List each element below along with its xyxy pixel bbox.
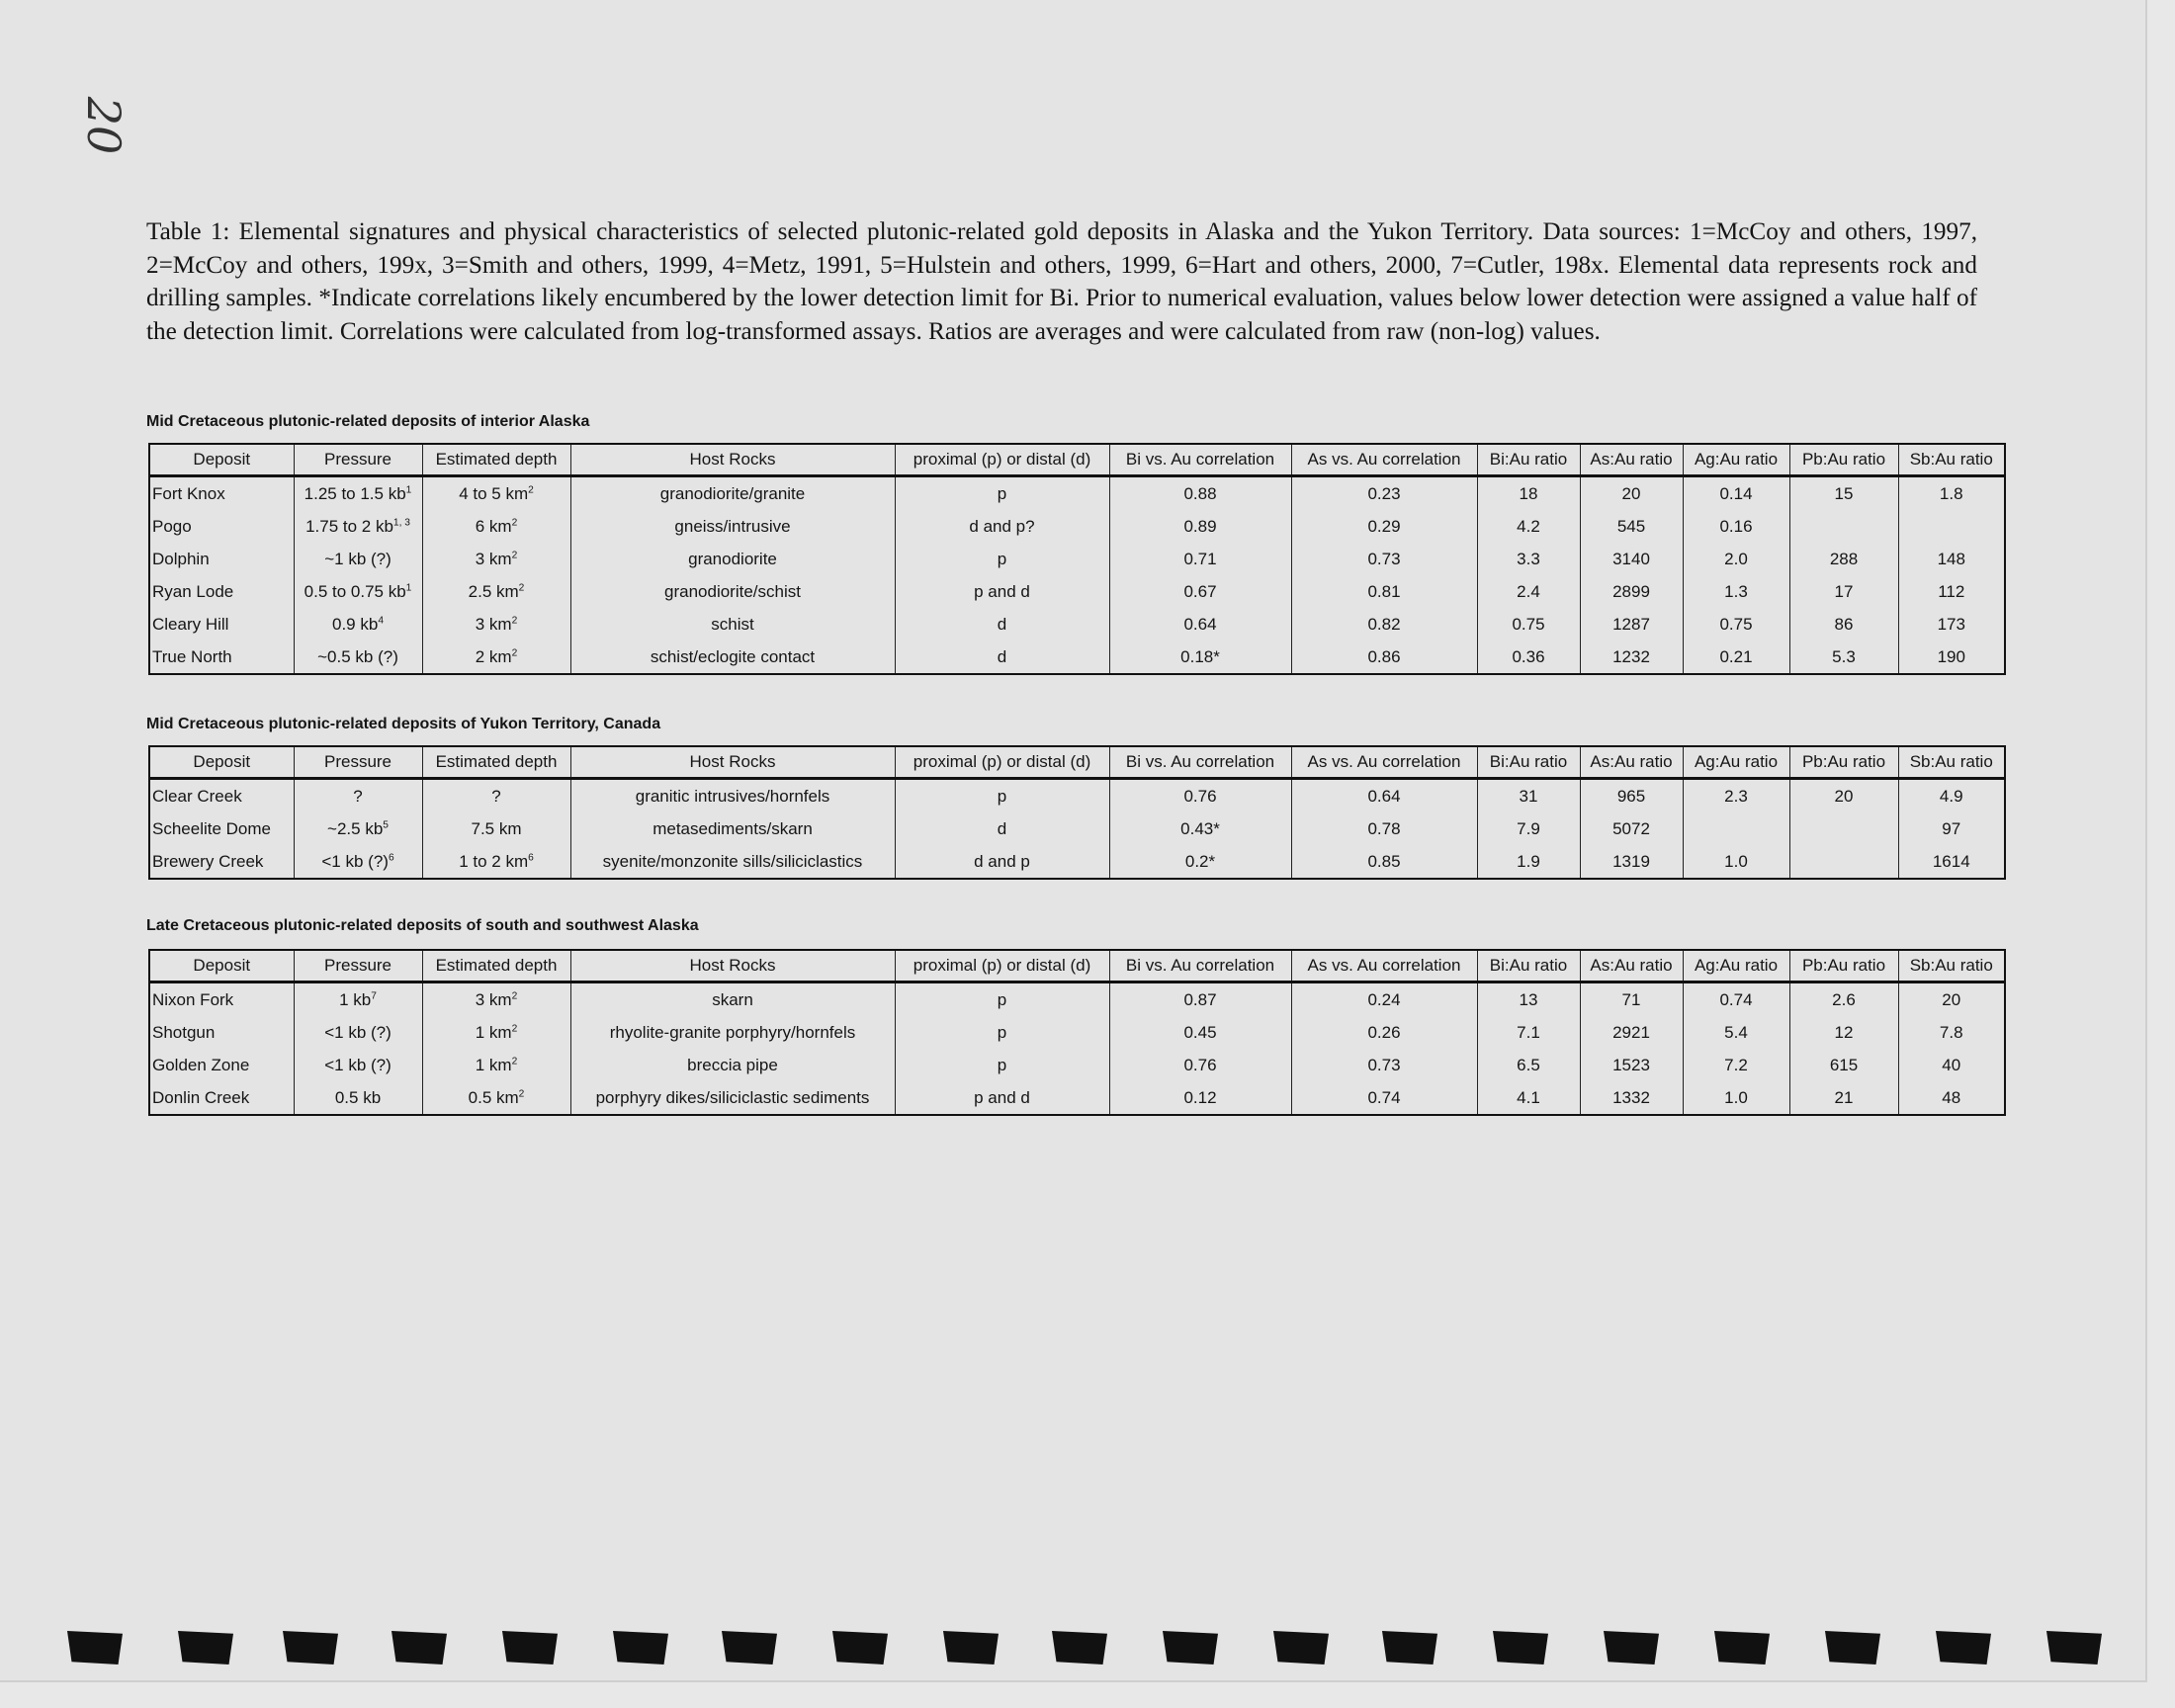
as-au-correlation-cell: 0.73 xyxy=(1291,543,1477,575)
binder-mark xyxy=(1493,1631,1548,1665)
pb-au-ratio-cell xyxy=(1789,845,1898,879)
sb-au-ratio-cell: 1.8 xyxy=(1898,476,2005,511)
pressure-cell xyxy=(294,779,422,813)
table-row xyxy=(149,1049,2005,1081)
host-rocks-cell: rhyolite-granite porphyry/hornfels xyxy=(570,1016,895,1049)
pb-au-ratio-cell xyxy=(1789,812,1898,845)
footnote-reference: 1 xyxy=(405,581,412,593)
bi-au-ratio-cell: 4.1 xyxy=(1477,1081,1580,1115)
column-header: As vs. Au correlation xyxy=(1291,444,1477,476)
cell-text: 1.25 to 1.5 kb xyxy=(304,483,406,503)
column-header: Pb:Au ratio xyxy=(1789,746,1898,779)
depth-cell xyxy=(422,476,570,511)
section-heading: Mid Cretaceous plutonic-related deposits of Yukon Territory, Canada xyxy=(146,716,661,732)
deposit-cell: Donlin Creek xyxy=(149,1081,294,1115)
depth-cell xyxy=(422,510,570,543)
footnote-reference: 2 xyxy=(511,516,518,528)
data-table xyxy=(148,443,2006,675)
table-header xyxy=(149,746,2005,779)
as-au-ratio-cell: 2899 xyxy=(1580,575,1683,608)
column-header: Host Rocks xyxy=(570,444,895,476)
as-au-correlation-cell: 0.82 xyxy=(1291,608,1477,640)
host-rocks-cell: porphyry dikes/siliciclastic sediments xyxy=(570,1081,895,1115)
table-header xyxy=(149,950,2005,982)
cell-text: 4 to 5 km xyxy=(459,483,529,503)
cell-text: 1.75 to 2 kb xyxy=(305,516,393,536)
binder-mark xyxy=(1936,1631,1991,1665)
bi-au-correlation-cell: 0.18* xyxy=(1109,640,1291,674)
pressure-cell xyxy=(294,1049,422,1081)
sb-au-ratio-cell: 97 xyxy=(1898,812,2005,845)
cell-text: 2.5 km xyxy=(468,581,519,601)
bi-au-correlation-cell: 0.64 xyxy=(1109,608,1291,640)
proximal-distal-cell: p and d xyxy=(895,575,1109,608)
pb-au-ratio-cell: 15 xyxy=(1789,476,1898,511)
column-header: Sb:Au ratio xyxy=(1898,444,2005,476)
as-au-correlation-cell: 0.81 xyxy=(1291,575,1477,608)
bi-au-ratio-cell: 7.1 xyxy=(1477,1016,1580,1049)
bi-au-correlation-cell: 0.76 xyxy=(1109,779,1291,813)
as-au-correlation-cell: 0.86 xyxy=(1291,640,1477,674)
ag-au-ratio-cell: 2.3 xyxy=(1683,779,1789,813)
table-body xyxy=(149,779,2005,880)
binder-mark xyxy=(1714,1631,1770,1665)
binder-mark xyxy=(832,1631,888,1665)
pb-au-ratio-cell: 615 xyxy=(1789,1049,1898,1081)
host-rocks-cell: granitic intrusives/hornfels xyxy=(570,779,895,813)
cell-text: 1 to 2 km xyxy=(459,851,529,871)
cell-text: 1 km xyxy=(475,1022,512,1042)
as-au-correlation-cell: 0.73 xyxy=(1291,1049,1477,1081)
deposit-cell: Cleary Hill xyxy=(149,608,294,640)
bi-au-correlation-cell: 0.71 xyxy=(1109,543,1291,575)
header-row xyxy=(149,444,2005,476)
ag-au-ratio-cell: 0.16 xyxy=(1683,510,1789,543)
as-au-correlation-cell: 0.23 xyxy=(1291,476,1477,511)
proximal-distal-cell: d and p? xyxy=(895,510,1109,543)
column-header: Estimated depth xyxy=(422,950,570,982)
ag-au-ratio-cell: 0.74 xyxy=(1683,982,1789,1017)
pb-au-ratio-cell: 288 xyxy=(1789,543,1898,575)
proximal-distal-cell: d xyxy=(895,608,1109,640)
footnote-reference: 1 xyxy=(405,483,412,495)
ag-au-ratio-cell: 0.75 xyxy=(1683,608,1789,640)
pressure-cell xyxy=(294,1081,422,1115)
section-heading: Late Cretaceous plutonic-related deposits of south and southwest Alaska xyxy=(146,917,699,934)
as-au-ratio-cell: 1319 xyxy=(1580,845,1683,879)
binder-mark xyxy=(1163,1631,1218,1665)
column-header: proximal (p) or distal (d) xyxy=(895,746,1109,779)
as-au-ratio-cell: 545 xyxy=(1580,510,1683,543)
footnote-reference: 2 xyxy=(518,581,525,593)
bi-au-correlation-cell: 0.76 xyxy=(1109,1049,1291,1081)
column-header: Bi:Au ratio xyxy=(1477,950,1580,982)
pb-au-ratio-cell: 2.6 xyxy=(1789,982,1898,1017)
column-header: As vs. Au correlation xyxy=(1291,950,1477,982)
binder-mark xyxy=(1052,1631,1107,1665)
pressure-cell xyxy=(294,982,422,1017)
footnote-reference: 1, 3 xyxy=(392,516,410,528)
header-row xyxy=(149,746,2005,779)
as-au-correlation-cell: 0.26 xyxy=(1291,1016,1477,1049)
footnote-reference: 2 xyxy=(518,1087,525,1099)
cell-text: <1 kb (?) xyxy=(324,1055,392,1074)
column-header: Pressure xyxy=(294,950,422,982)
pb-au-ratio-cell: 5.3 xyxy=(1789,640,1898,674)
table-body xyxy=(149,982,2005,1116)
table-row xyxy=(149,982,2005,1017)
cell-text: ~1 kb (?) xyxy=(324,549,392,568)
deposit-cell: Brewery Creek xyxy=(149,845,294,879)
cell-text: ~2.5 kb xyxy=(327,818,384,838)
host-rocks-cell: granodiorite xyxy=(570,543,895,575)
bi-au-ratio-cell: 0.75 xyxy=(1477,608,1580,640)
table-row xyxy=(149,779,2005,813)
ag-au-ratio-cell: 2.0 xyxy=(1683,543,1789,575)
pressure-cell xyxy=(294,1016,422,1049)
sb-au-ratio-cell: 112 xyxy=(1898,575,2005,608)
as-au-correlation-cell: 0.78 xyxy=(1291,812,1477,845)
depth-cell xyxy=(422,575,570,608)
depth-cell xyxy=(422,608,570,640)
pb-au-ratio-cell: 12 xyxy=(1789,1016,1898,1049)
depth-cell xyxy=(422,640,570,674)
cell-text: 0.9 kb xyxy=(332,614,379,634)
proximal-distal-cell: p xyxy=(895,982,1109,1017)
proximal-distal-cell: p xyxy=(895,779,1109,813)
proximal-distal-cell: p xyxy=(895,1016,1109,1049)
bi-au-correlation-cell: 0.45 xyxy=(1109,1016,1291,1049)
pressure-cell xyxy=(294,640,422,674)
ag-au-ratio-cell: 0.14 xyxy=(1683,476,1789,511)
column-header: Bi:Au ratio xyxy=(1477,746,1580,779)
pb-au-ratio-cell xyxy=(1789,510,1898,543)
sb-au-ratio-cell: 4.9 xyxy=(1898,779,2005,813)
footnote-reference: 2 xyxy=(511,646,518,658)
footnote-reference: 2 xyxy=(511,1022,518,1034)
as-au-ratio-cell: 1332 xyxy=(1580,1081,1683,1115)
as-au-correlation-cell: 0.74 xyxy=(1291,1081,1477,1115)
as-au-correlation-cell: 0.29 xyxy=(1291,510,1477,543)
binder-mark xyxy=(722,1631,777,1665)
bi-au-ratio-cell: 1.9 xyxy=(1477,845,1580,879)
sb-au-ratio-cell: 173 xyxy=(1898,608,2005,640)
bi-au-ratio-cell: 13 xyxy=(1477,982,1580,1017)
binder-mark xyxy=(67,1631,123,1665)
pressure-cell xyxy=(294,845,422,879)
binder-mark xyxy=(1382,1631,1437,1665)
cell-text: 0.5 to 0.75 kb xyxy=(304,581,406,601)
sb-au-ratio-cell: 7.8 xyxy=(1898,1016,2005,1049)
table-header xyxy=(149,444,2005,476)
header-row xyxy=(149,950,2005,982)
host-rocks-cell: granodiorite/schist xyxy=(570,575,895,608)
column-header: Ag:Au ratio xyxy=(1683,444,1789,476)
as-au-ratio-cell: 5072 xyxy=(1580,812,1683,845)
footnote-reference: 4 xyxy=(378,614,384,626)
cell-text: ~0.5 kb (?) xyxy=(317,646,398,666)
pressure-cell xyxy=(294,608,422,640)
table-row xyxy=(149,1081,2005,1115)
deposit-cell: Ryan Lode xyxy=(149,575,294,608)
column-header: Ag:Au ratio xyxy=(1683,950,1789,982)
bi-au-ratio-cell: 4.2 xyxy=(1477,510,1580,543)
proximal-distal-cell: d xyxy=(895,640,1109,674)
cell-text: <1 kb (?) xyxy=(321,851,389,871)
binder-mark xyxy=(1825,1631,1880,1665)
bi-au-correlation-cell: 0.2* xyxy=(1109,845,1291,879)
host-rocks-cell: metasediments/skarn xyxy=(570,812,895,845)
column-header: Pb:Au ratio xyxy=(1789,444,1898,476)
as-au-correlation-cell: 0.64 xyxy=(1291,779,1477,813)
as-au-correlation-cell: 0.85 xyxy=(1291,845,1477,879)
sb-au-ratio-cell: 148 xyxy=(1898,543,2005,575)
bi-au-correlation-cell: 0.12 xyxy=(1109,1081,1291,1115)
deposit-cell: Golden Zone xyxy=(149,1049,294,1081)
as-au-ratio-cell: 3140 xyxy=(1580,543,1683,575)
footnote-reference: 2 xyxy=(511,989,518,1001)
footnote-reference: 7 xyxy=(371,989,377,1001)
column-header: Estimated depth xyxy=(422,746,570,779)
table-row xyxy=(149,608,2005,640)
cell-text: 0.5 km xyxy=(468,1087,519,1107)
bi-au-correlation-cell: 0.89 xyxy=(1109,510,1291,543)
pressure-cell xyxy=(294,543,422,575)
binder-mark xyxy=(613,1631,668,1665)
footnote-reference: 2 xyxy=(528,483,534,495)
cell-text: 1 km xyxy=(475,1055,512,1074)
depth-cell xyxy=(422,812,570,845)
footnote-reference: 2 xyxy=(511,549,518,560)
cell-text: 3 km xyxy=(475,989,512,1009)
pressure-cell xyxy=(294,812,422,845)
footnote-reference: 6 xyxy=(388,851,394,863)
table-body xyxy=(149,476,2005,675)
column-header: Estimated depth xyxy=(422,444,570,476)
depth-cell xyxy=(422,1081,570,1115)
footnote-reference: 5 xyxy=(383,818,389,830)
proximal-distal-cell: p xyxy=(895,1049,1109,1081)
deposit-cell: Pogo xyxy=(149,510,294,543)
sb-au-ratio-cell: 40 xyxy=(1898,1049,2005,1081)
host-rocks-cell: schist xyxy=(570,608,895,640)
pressure-cell xyxy=(294,575,422,608)
cell-text: 3 km xyxy=(475,549,512,568)
table-row xyxy=(149,510,2005,543)
bi-au-correlation-cell: 0.87 xyxy=(1109,982,1291,1017)
table-row xyxy=(149,845,2005,879)
as-au-ratio-cell: 2921 xyxy=(1580,1016,1683,1049)
binder-mark xyxy=(1604,1631,1659,1665)
host-rocks-cell: skarn xyxy=(570,982,895,1017)
bi-au-correlation-cell: 0.43* xyxy=(1109,812,1291,845)
binder-mark xyxy=(392,1631,447,1665)
as-au-ratio-cell: 1232 xyxy=(1580,640,1683,674)
pressure-cell xyxy=(294,510,422,543)
ag-au-ratio-cell: 0.21 xyxy=(1683,640,1789,674)
as-au-ratio-cell: 965 xyxy=(1580,779,1683,813)
pb-au-ratio-cell: 20 xyxy=(1789,779,1898,813)
cell-text: 6 km xyxy=(475,516,512,536)
proximal-distal-cell: d and p xyxy=(895,845,1109,879)
bi-au-ratio-cell: 2.4 xyxy=(1477,575,1580,608)
column-header: Bi vs. Au correlation xyxy=(1109,444,1291,476)
column-header: As:Au ratio xyxy=(1580,950,1683,982)
cell-text: ? xyxy=(491,786,501,806)
table-row xyxy=(149,543,2005,575)
proximal-distal-cell: p xyxy=(895,543,1109,575)
column-header: Pressure xyxy=(294,444,422,476)
depth-cell xyxy=(422,779,570,813)
column-header: Pb:Au ratio xyxy=(1789,950,1898,982)
column-header: As:Au ratio xyxy=(1580,746,1683,779)
depth-cell xyxy=(422,543,570,575)
table-row xyxy=(149,812,2005,845)
deposit-cell: Dolphin xyxy=(149,543,294,575)
column-header: Sb:Au ratio xyxy=(1898,746,2005,779)
ag-au-ratio-cell xyxy=(1683,812,1789,845)
column-header: Deposit xyxy=(149,444,294,476)
as-au-ratio-cell: 71 xyxy=(1580,982,1683,1017)
depth-cell xyxy=(422,1016,570,1049)
column-header: Deposit xyxy=(149,746,294,779)
as-au-ratio-cell: 1287 xyxy=(1580,608,1683,640)
deposit-cell: Scheelite Dome xyxy=(149,812,294,845)
column-header: proximal (p) or distal (d) xyxy=(895,950,1109,982)
pressure-cell xyxy=(294,476,422,511)
as-au-ratio-cell: 20 xyxy=(1580,476,1683,511)
bi-au-ratio-cell: 0.36 xyxy=(1477,640,1580,674)
column-header: Sb:Au ratio xyxy=(1898,950,2005,982)
proximal-distal-cell: d xyxy=(895,812,1109,845)
footnote-reference: 2 xyxy=(511,1055,518,1067)
handwritten-page-number: 20 xyxy=(77,96,130,155)
depth-cell xyxy=(422,1049,570,1081)
cell-text: 3 km xyxy=(475,614,512,634)
cell-text: ? xyxy=(353,786,363,806)
sb-au-ratio-cell: 20 xyxy=(1898,982,2005,1017)
table-caption: Table 1: Elemental signatures and physical characteristics of selected plutonic-related gold deposits in Alaska and the Yukon Territory. Data sources: 1=McCoy and others, 1997, 2=McCoy and others, 199x, 3=Smith and others, 1999, 4=Metz, 1991, 5=Hulstein and others, 1999, 6=Hart and others, 2000, 7=Cutler, 198x. Elemental data represents rock and drilling samples. *Indicate correlations likely encumbered by the lower detection limit for Bi. Prior to numerical evaluation, values below lower detection were assigned a value half of the detection limit. Correlations were calculated from log-transformed assays. Ratios are averages and were calculated from raw (non-log) values. xyxy=(146,218,1977,345)
host-rocks-cell: gneiss/intrusive xyxy=(570,510,895,543)
sb-au-ratio-cell: 1614 xyxy=(1898,845,2005,879)
ag-au-ratio-cell: 1.0 xyxy=(1683,1081,1789,1115)
column-header: proximal (p) or distal (d) xyxy=(895,444,1109,476)
table-row xyxy=(149,1016,2005,1049)
column-header: Bi vs. Au correlation xyxy=(1109,950,1291,982)
column-header: Deposit xyxy=(149,950,294,982)
ag-au-ratio-cell: 1.0 xyxy=(1683,845,1789,879)
bi-au-correlation-cell: 0.67 xyxy=(1109,575,1291,608)
cell-text: 0.5 kb xyxy=(334,1087,382,1107)
ag-au-ratio-cell: 7.2 xyxy=(1683,1049,1789,1081)
deposit-cell: Nixon Fork xyxy=(149,982,294,1017)
column-header: As:Au ratio xyxy=(1580,444,1683,476)
bi-au-ratio-cell: 3.3 xyxy=(1477,543,1580,575)
depth-cell xyxy=(422,982,570,1017)
sb-au-ratio-cell: 48 xyxy=(1898,1081,2005,1115)
deposit-cell: Fort Knox xyxy=(149,476,294,511)
section-heading: Mid Cretaceous plutonic-related deposits of interior Alaska xyxy=(146,413,590,430)
binder-mark xyxy=(502,1631,558,1665)
host-rocks-cell: breccia pipe xyxy=(570,1049,895,1081)
cell-text: 1 kb xyxy=(339,989,372,1009)
column-header: As vs. Au correlation xyxy=(1291,746,1477,779)
footnote-reference: 6 xyxy=(528,851,534,863)
deposit-cell: Shotgun xyxy=(149,1016,294,1049)
cell-text: <1 kb (?) xyxy=(324,1022,392,1042)
as-au-correlation-cell: 0.24 xyxy=(1291,982,1477,1017)
cell-text: 2 km xyxy=(475,646,512,666)
proximal-distal-cell: p and d xyxy=(895,1081,1109,1115)
column-header: Pressure xyxy=(294,746,422,779)
data-table xyxy=(148,949,2006,1116)
sb-au-ratio-cell: 190 xyxy=(1898,640,2005,674)
host-rocks-cell: granodiorite/granite xyxy=(570,476,895,511)
bi-au-ratio-cell: 7.9 xyxy=(1477,812,1580,845)
pb-au-ratio-cell: 17 xyxy=(1789,575,1898,608)
sb-au-ratio-cell xyxy=(1898,510,2005,543)
ag-au-ratio-cell: 1.3 xyxy=(1683,575,1789,608)
depth-cell xyxy=(422,845,570,879)
table-row xyxy=(149,575,2005,608)
bi-au-ratio-cell: 6.5 xyxy=(1477,1049,1580,1081)
deposit-cell: Clear Creek xyxy=(149,779,294,813)
column-header: Bi vs. Au correlation xyxy=(1109,746,1291,779)
column-header: Ag:Au ratio xyxy=(1683,746,1789,779)
binder-mark xyxy=(1273,1631,1329,1665)
as-au-ratio-cell: 1523 xyxy=(1580,1049,1683,1081)
binder-mark xyxy=(283,1631,338,1665)
binder-mark xyxy=(943,1631,999,1665)
footnote-reference: 2 xyxy=(511,614,518,626)
binder-mark xyxy=(2046,1631,2102,1665)
deposit-cell: True North xyxy=(149,640,294,674)
table-row xyxy=(149,640,2005,674)
column-header: Bi:Au ratio xyxy=(1477,444,1580,476)
column-header: Host Rocks xyxy=(570,746,895,779)
bi-au-ratio-cell: 31 xyxy=(1477,779,1580,813)
pb-au-ratio-cell: 21 xyxy=(1789,1081,1898,1115)
cell-text: 7.5 km xyxy=(471,818,522,838)
ag-au-ratio-cell: 5.4 xyxy=(1683,1016,1789,1049)
table-row xyxy=(149,476,2005,511)
column-header: Host Rocks xyxy=(570,950,895,982)
host-rocks-cell: syenite/monzonite sills/siliciclastics xyxy=(570,845,895,879)
binder-mark xyxy=(178,1631,233,1665)
data-table xyxy=(148,745,2006,880)
bi-au-ratio-cell: 18 xyxy=(1477,476,1580,511)
host-rocks-cell: schist/eclogite contact xyxy=(570,640,895,674)
binder-hole-strip xyxy=(0,1631,2175,1670)
bi-au-correlation-cell: 0.88 xyxy=(1109,476,1291,511)
pb-au-ratio-cell: 86 xyxy=(1789,608,1898,640)
proximal-distal-cell: p xyxy=(895,476,1109,511)
